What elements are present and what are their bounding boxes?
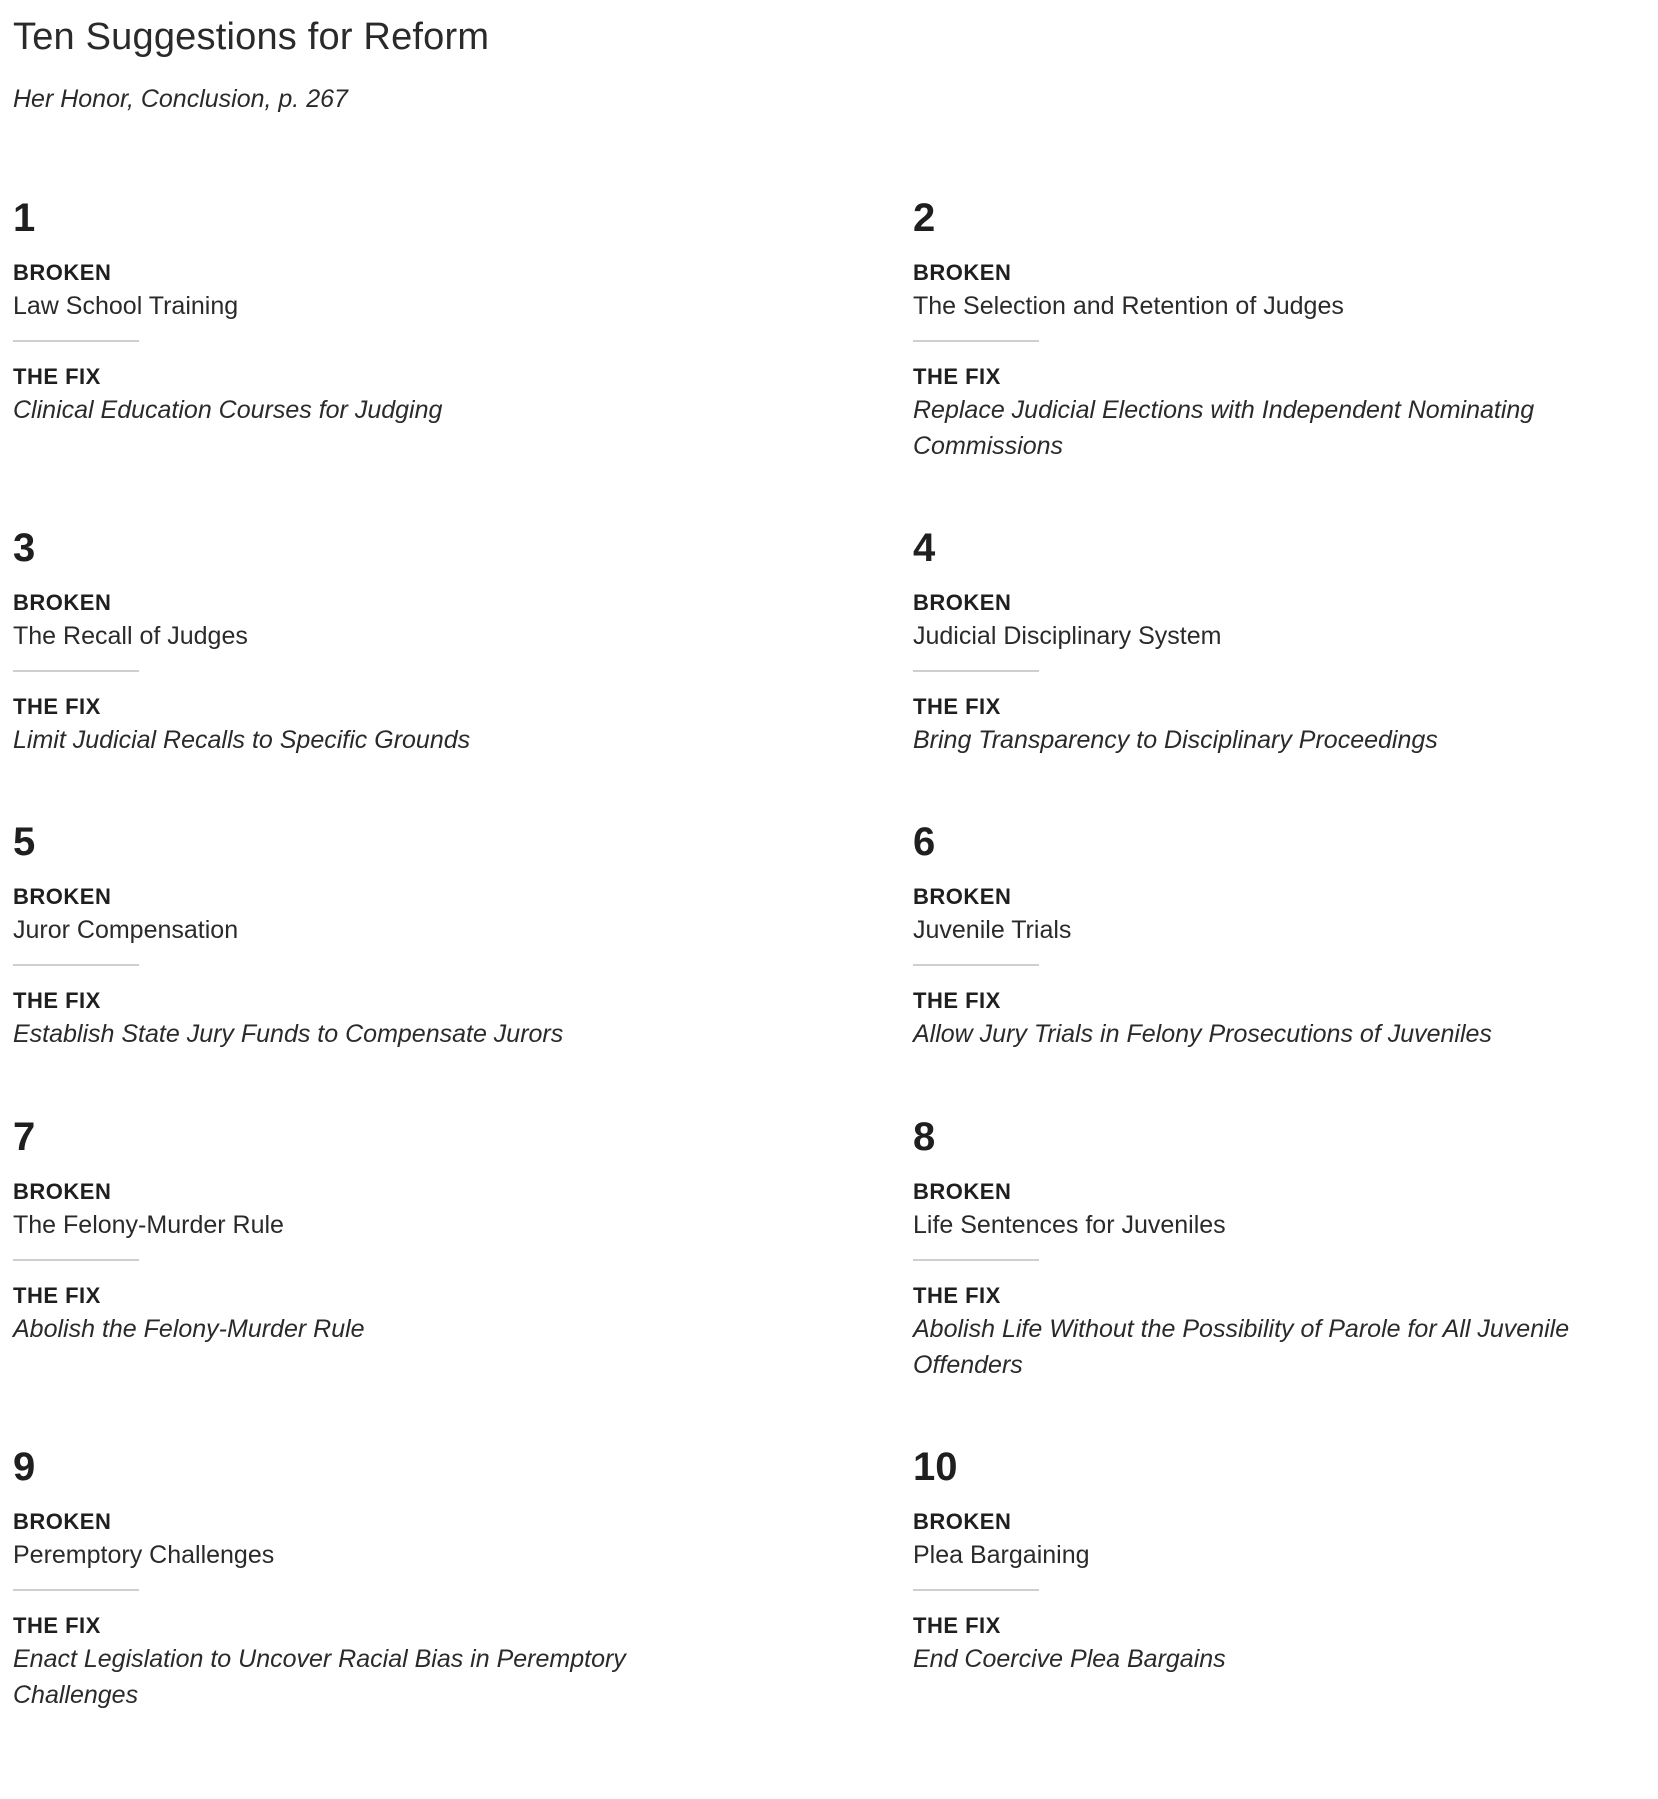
fix-label: THE FIX bbox=[13, 1613, 101, 1638]
fix-text: Abolish the Felony-Murder Rule bbox=[13, 1315, 365, 1343]
broken-text: Law School Training bbox=[13, 292, 239, 320]
item-number: 8 bbox=[913, 1115, 936, 1159]
reform-item bbox=[13, 195, 733, 428]
fix-label: THE FIX bbox=[913, 364, 1001, 389]
reform-item bbox=[13, 525, 733, 758]
fix-text: End Coercive Plea Bargains bbox=[913, 1645, 1226, 1673]
broken-text: Peremptory Challenges bbox=[13, 1541, 275, 1569]
fix-text: Allow Jury Trials in Felony Prosecutions of Juveniles bbox=[913, 1020, 1492, 1048]
reform-item bbox=[913, 1444, 1633, 1677]
broken-label: BROKEN bbox=[13, 884, 112, 909]
broken-label: BROKEN bbox=[13, 1179, 112, 1204]
broken-text: Juror Compensation bbox=[13, 916, 239, 944]
fix-text: Replace Judicial Elections with Independent Nominating Commissions bbox=[913, 396, 1535, 460]
reform-item bbox=[13, 1114, 733, 1347]
fix-label: THE FIX bbox=[913, 988, 1001, 1013]
fix-label: THE FIX bbox=[913, 1283, 1001, 1308]
broken-label: BROKEN bbox=[913, 1509, 1012, 1534]
item-number: 2 bbox=[913, 196, 936, 240]
fix-text: Limit Judicial Recalls to Specific Grounds bbox=[13, 726, 471, 754]
reform-item bbox=[913, 819, 1633, 1052]
fix-text: Enact Legislation to Uncover Racial Bias in Peremptory Challenges bbox=[13, 1645, 626, 1709]
page-title: Ten Suggestions for Reform bbox=[13, 16, 490, 58]
reform-item bbox=[13, 819, 733, 1052]
fix-label: THE FIX bbox=[913, 1613, 1001, 1638]
divider bbox=[913, 340, 1039, 342]
fix-label: THE FIX bbox=[13, 364, 101, 389]
fix-label: THE FIX bbox=[913, 694, 1001, 719]
item-number: 10 bbox=[913, 1445, 958, 1489]
item-number: 4 bbox=[913, 526, 936, 570]
item-number: 6 bbox=[913, 820, 936, 864]
broken-text: Judicial Disciplinary System bbox=[913, 622, 1222, 650]
fix-label: THE FIX bbox=[13, 988, 101, 1013]
divider bbox=[13, 964, 139, 966]
divider bbox=[913, 1589, 1039, 1591]
reform-item bbox=[913, 195, 1633, 464]
divider bbox=[13, 1589, 139, 1591]
broken-text: Life Sentences for Juveniles bbox=[913, 1211, 1226, 1239]
divider bbox=[913, 670, 1039, 672]
broken-label: BROKEN bbox=[913, 590, 1012, 615]
fix-text: Bring Transparency to Disciplinary Proceedings bbox=[913, 726, 1438, 754]
broken-text: The Recall of Judges bbox=[13, 622, 248, 650]
item-number: 5 bbox=[13, 820, 36, 864]
divider bbox=[13, 340, 139, 342]
broken-label: BROKEN bbox=[913, 260, 1012, 285]
broken-label: BROKEN bbox=[913, 884, 1012, 909]
reform-item bbox=[913, 525, 1633, 758]
fix-label: THE FIX bbox=[13, 694, 101, 719]
page-subtitle: Her Honor, Conclusion, p. 267 bbox=[13, 85, 348, 113]
broken-label: BROKEN bbox=[13, 590, 112, 615]
divider bbox=[13, 1259, 139, 1261]
fix-text: Abolish Life Without the Possibility of Parole for All Juvenile Offenders bbox=[913, 1315, 1570, 1379]
broken-text: The Felony-Murder Rule bbox=[13, 1211, 284, 1239]
item-number: 7 bbox=[13, 1115, 36, 1159]
broken-text: Plea Bargaining bbox=[913, 1541, 1090, 1569]
broken-label: BROKEN bbox=[13, 260, 112, 285]
fix-label: THE FIX bbox=[13, 1283, 101, 1308]
broken-text: The Selection and Retention of Judges bbox=[913, 292, 1344, 320]
item-number: 1 bbox=[13, 196, 36, 240]
broken-label: BROKEN bbox=[13, 1509, 112, 1534]
broken-text: Juvenile Trials bbox=[913, 916, 1072, 944]
divider bbox=[913, 1259, 1039, 1261]
reform-item bbox=[913, 1114, 1633, 1383]
fix-text: Clinical Education Courses for Judging bbox=[13, 396, 443, 424]
item-number: 3 bbox=[13, 526, 36, 570]
reform-item bbox=[13, 1444, 733, 1713]
broken-label: BROKEN bbox=[913, 1179, 1012, 1204]
item-number: 9 bbox=[13, 1445, 36, 1489]
divider bbox=[13, 670, 139, 672]
fix-text: Establish State Jury Funds to Compensate Jurors bbox=[13, 1020, 564, 1048]
divider bbox=[913, 964, 1039, 966]
